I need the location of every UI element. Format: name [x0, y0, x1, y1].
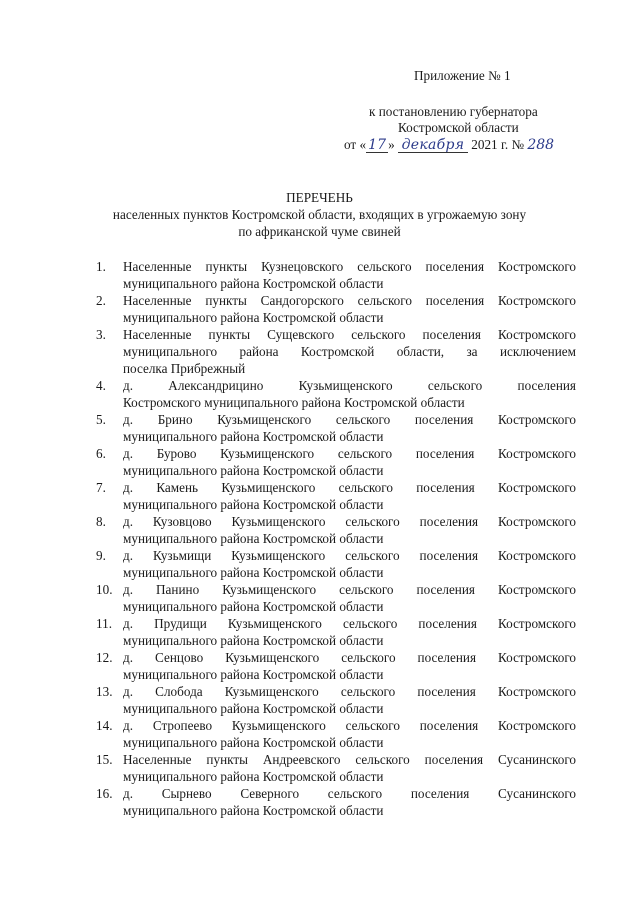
list-item-line: Костромского муниципального района Костромской области — [123, 395, 465, 410]
list-item-line: муниципального района Костромской области — [123, 735, 384, 750]
list-item-text — [123, 649, 576, 683]
handwritten-doc-number: 288 — [527, 137, 555, 153]
appendix-resolution-line: к постановлению губернатора — [369, 104, 538, 119]
list-item-line: муниципального района Костромской области — [123, 701, 384, 716]
list-item-line: д. Бурово Кузьмищенского сельского поселения Костромского — [123, 446, 576, 461]
appendix-date-line — [344, 136, 554, 153]
list-item-line: муниципального района Костромской области — [123, 667, 384, 682]
list-item-line: муниципального района Костромской области — [123, 769, 384, 784]
list-item-text — [123, 683, 576, 717]
list-item-text — [123, 547, 576, 581]
list-item-number: 11. — [96, 616, 112, 631]
list-item-text — [123, 785, 576, 819]
list-item-number: 7. — [96, 480, 106, 495]
list-item-line: муниципального района Костромской области — [123, 565, 384, 580]
list-item-number: 13. — [96, 684, 113, 699]
list-item-line: д. Александрицино Кузьмищенского сельского поселения — [123, 378, 576, 393]
list-item-text — [123, 292, 576, 326]
list-item-number: 5. — [96, 412, 106, 427]
list-item-number: 6. — [96, 446, 106, 461]
date-year: 2021 г. № — [471, 137, 525, 152]
list-item-line: муниципального района Костромской области — [123, 310, 384, 325]
list-item-number: 10. — [96, 582, 113, 597]
document-subtitle-line2: по африканской чуме свиней — [238, 224, 401, 239]
list-item-line: муниципального района Костромской области — [123, 429, 384, 444]
list-item-number: 16. — [96, 786, 113, 801]
list-item-number: 15. — [96, 752, 113, 767]
list-item-line: д. Сенцово Кузьмищенского сельского поселения Костромского — [123, 650, 576, 665]
list-item-text — [123, 581, 576, 615]
date-mid: » — [388, 137, 395, 152]
appendix-region-line: Костромской области — [398, 120, 519, 135]
list-item-line: муниципального района Костромской области — [123, 803, 384, 818]
handwritten-month: декабря — [398, 138, 468, 153]
list-item-text — [123, 513, 576, 547]
list-item-text — [123, 258, 576, 292]
list-item-number: 2. — [96, 293, 106, 308]
list-item-text — [123, 717, 576, 751]
handwritten-day: 17 — [366, 138, 388, 153]
list-item-line: Населенные пункты Сандогорского сельского поселения Костромского — [123, 293, 576, 308]
list-item-number: 12. — [96, 650, 113, 665]
list-item-number: 14. — [96, 718, 113, 733]
list-item-text — [123, 377, 576, 411]
list-item-line: муниципального района Костромской области — [123, 497, 384, 512]
list-item-text — [123, 615, 576, 649]
list-item-line: муниципального района Костромской области — [123, 463, 384, 478]
document-subtitle-line1: населенных пунктов Костромской области, входящих в угрожаемую зону — [112, 207, 527, 222]
list-item-text — [123, 326, 576, 377]
list-item-line: д. Брино Кузьмищенского сельского поселения Костромского — [123, 412, 576, 427]
list-item-line: д. Прудищи Кузьмищенского сельского поселения Костромского — [123, 616, 576, 631]
list-item-line: муниципального района Костромской области, за исключением — [123, 344, 576, 359]
list-item-text — [123, 479, 576, 513]
list-item-line: поселка Прибрежный — [123, 361, 246, 376]
appendix-title: Приложение № 1 — [414, 68, 511, 83]
list-item-line: муниципального района Костромской области — [123, 633, 384, 648]
list-item-line: д. Кузьмищи Кузьмищенского сельского поселения Костромского — [123, 548, 576, 563]
list-item-line: д. Кузовцово Кузьмищенского сельского поселения Костромского — [123, 514, 576, 529]
list-item-line: д. Камень Кузьмищенского сельского поселения Костромского — [123, 480, 576, 495]
list-item-number: 9. — [96, 548, 106, 563]
list-item-line: муниципального района Костромской области — [123, 599, 384, 614]
list-item-line: д. Сырнево Северного сельского поселения Сусанинского — [123, 786, 576, 801]
list-item-text — [123, 445, 576, 479]
document-title: ПЕРЕЧЕНЬ — [286, 190, 353, 205]
list-item-line: муниципального района Костромской области — [123, 531, 384, 546]
list-item-number: 8. — [96, 514, 106, 529]
list-item-line: д. Панино Кузьмищенского сельского поселения Костромского — [123, 582, 576, 597]
list-item-number: 4. — [96, 378, 106, 393]
list-item-line: Населенные пункты Кузнецовского сельского поселения Костромского — [123, 259, 576, 274]
list-item-line: муниципального района Костромской области — [123, 276, 384, 291]
list-item-number: 3. — [96, 327, 106, 342]
date-prefix: от « — [344, 137, 367, 152]
list-item-line: д. Слобода Кузьмищенского сельского поселения Костромского — [123, 684, 576, 699]
list-item-line: Населенные пункты Сущевского сельского поселения Костромского — [123, 327, 576, 342]
list-item-text — [123, 751, 576, 785]
list-item-line: Населенные пункты Андреевского сельского поселения Сусанинского — [123, 752, 576, 767]
list-item-text — [123, 411, 576, 445]
list-item-number: 1. — [96, 259, 106, 274]
list-item-line: д. Стропеево Кузьмищенского сельского поселения Костромского — [123, 718, 576, 733]
